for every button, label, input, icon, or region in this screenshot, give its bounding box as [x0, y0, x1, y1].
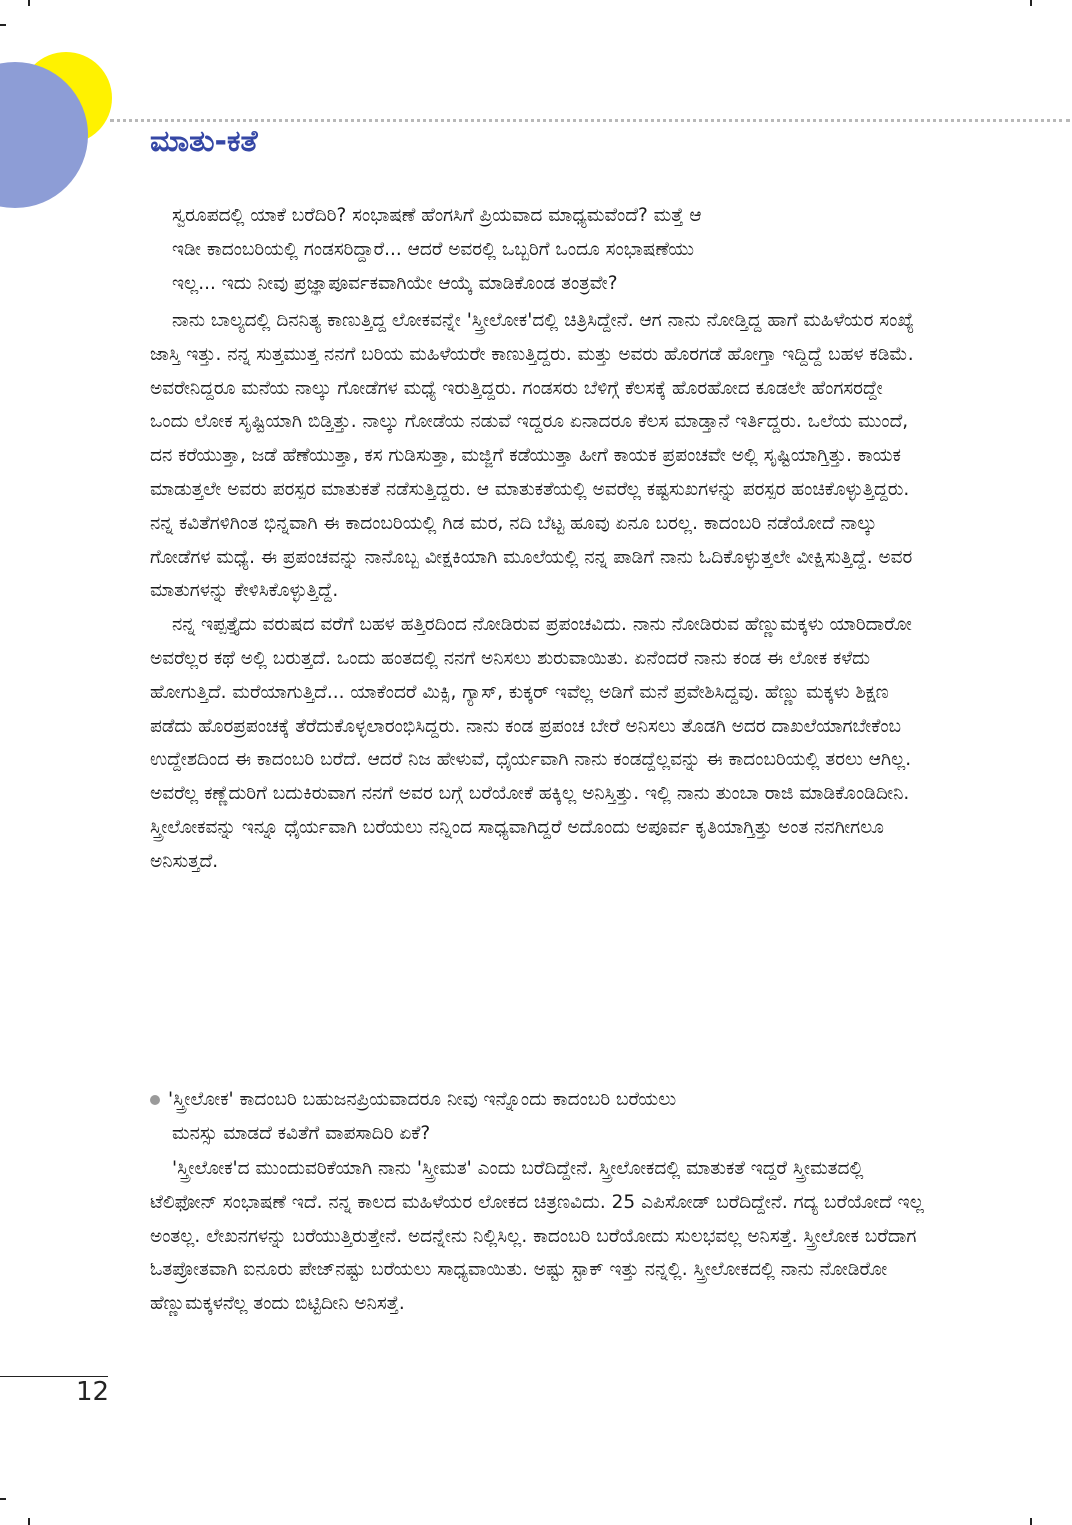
crop-mark-bottom-right	[1030, 1518, 1032, 1525]
answer-paragraph	[150, 304, 925, 879]
question-line: ಇಲ್ಲ... ಇದು ನೀವು ಪ್ರಜ್ಞಾಪೂರ್ವಕವಾಗಿಯೇ ಆಯ್ಕೆ ಮಾಡಿಕೊಂಡ ತಂತ್ರವೇ?	[172, 272, 618, 294]
question-line: ಇಡೀ ಕಾದಂಬರಿಯಲ್ಲಿ ಗಂಡಸರಿದ್ದಾರೆ... ಆದರೆ ಅವರಲ್ಲಿ ಒಬ್ಬರಿಗೆ ಒಂದೂ ಸಂಭಾಷಣೆಯು	[172, 238, 695, 260]
question-line: ಸ್ವರೂಪದಲ್ಲಿ ಯಾಕೆ ಬರೆದಿರಿ? ಸಂಭಾಷಣೆ ಹೆಂಗಸಿಗೆ ಪ್ರಿಯವಾದ ಮಾಧ್ಯಮವೆಂದೆ? ಮತ್ತೆ ಆ	[172, 205, 702, 226]
crop-mark-bottom-left	[28, 1518, 30, 1525]
question-2-line-1: 'ಸ್ತ್ರೀಲೋಕ' ಕಾದಂಬರಿ ಬಹುಜನಪ್ರಿಯವಾದರೂ ನೀವು ಇನ್ನೊಂದು ಕಾದಂಬರಿ ಬರೆಯಲು	[168, 1089, 677, 1110]
question-2-line-2: ಮನಸ್ಸು ಮಾಡದೆ ಕವಿತೆಗೆ ವಾಪಸಾದಿರಿ ಏಕೆ?	[172, 1122, 431, 1144]
question-line	[150, 1083, 925, 1117]
section-title: ಮಾತು-ಕತೆ	[150, 124, 258, 159]
crop-mark-top-right	[1030, 0, 1032, 6]
crop-mark-left-upper	[0, 24, 6, 26]
question-2	[150, 1083, 925, 1151]
answer-paragraph-3: 'ಸ್ತ್ರೀಲೋಕ'ದ ಮುಂದುವರಿಕೆಯಾಗಿ ನಾನು 'ಸ್ತ್ರೀಮತ' ಎಂದು ಬರೆದಿದ್ದೇನೆ. ಸ್ತ್ರೀಲೋಕದಲ್ಲಿ ಮಾತುಕತೆ ಇದ್ದರೆ ಸ್ತ್ರೀಮತದಲ್ಲಿ ಟೆಲಿಫೋನ್ ಸಂಭಾಷಣೆ ಇದೆ. ನನ್ನ ಕಾಲದ ಮಹಿಳೆಯರ ಲೋಕದ ಚಿತ್ರಣವಿದು. 25 ಎಪಿಸೋಡ್ ಬರೆದಿದ್ದೇನೆ. ಗದ್ಯ ಬರೆಯೋದೆ ಇಲ್ಲ ಅಂತಲ್ಲ. ಲೇಖನಗಳನ್ನು ಬರೆಯುತ್ತಿರುತ್ತೇನೆ. ಅದನ್ನೇನು ನಿಲ್ಲಿಸಿಲ್ಲ. ಕಾದಂಬರಿ ಬರೆಯೋದು ಸುಲಭವಲ್ಲ ಅನಿಸತ್ತೆ. ಸ್ತ್ರೀಲೋಕ ಬರೆದಾಗ ಓತಪ್ರೋತವಾಗಿ ಐನೂರು ಪೇಜ್‌ನಷ್ಟು ಬರೆಯಲು ಸಾಧ್ಯವಾಯಿತು. ಅಷ್ಟು ಸ್ಟಾಕ್ ಇತ್ತು ನನ್ನಲ್ಲಿ. ಸ್ತ್ರೀಲೋಕದಲ್ಲಿ ನಾನು ನೋಡಿರೋ ಹೆಣ್ಣುಮಕ್ಕಳನೆಲ್ಲ ತಂದು ಬಿಟ್ಟಿದೀನಿ ಅನಿಸತ್ತೆ.	[150, 1158, 924, 1315]
crop-mark-top-left	[28, 0, 30, 6]
dotted-header-rule	[110, 119, 1070, 122]
answer-paragraph-2: ನನ್ನ ಇಪ್ಪತ್ತೈದು ವರುಷದ ವರೆಗೆ ಬಹಳ ಹತ್ತಿರದಿಂದ ನೋಡಿರುವ ಪ್ರಪಂಚವಿದು. ನಾನು ನೋಡಿರುವ ಹೆಣ್ಣುಮಕ್ಕಳು ಯಾರಿದಾರೋ ಅವರೆಲ್ಲರ ಕಥೆ ಅಲ್ಲಿ ಬರುತ್ತದೆ. ಒಂದು ಹಂತದಲ್ಲಿ ನನಗೆ ಅನಿಸಲು ಶುರುವಾಯಿತು. ಏನೆಂದರೆ ನಾನು ಕಂಡ ಈ ಲೋಕ ಕಳೆದು ಹೋಗುತ್ತಿದೆ. ಮರೆಯಾಗುತ್ತಿದೆ... ಯಾಕೆಂದರೆ ಮಿಕ್ಸಿ, ಗ್ಯಾಸ್, ಕುಕ್ಕರ್ ಇವೆಲ್ಲ ಅಡಿಗೆ ಮನೆ ಪ್ರವೇಶಿಸಿದ್ದವು. ಹೆಣ್ಣು ಮಕ್ಕಳು ಶಿಕ್ಷಣ ಪಡೆದು ಹೊರಪ್ರಪಂಚಕ್ಕೆ ತೆರೆದುಕೊಳ್ಳಲಾರಂಭಿಸಿದ್ದರು. ನಾನು ಕಂಡ ಪ್ರಪಂಚ ಬೇರೆ ಅನಿಸಲು ತೊಡಗಿ ಅದರ ದಾಖಲೆಯಾಗಬೇಕೆಂಬ ಉದ್ದೇಶದಿಂದ ಈ ಕಾದಂಬರಿ ಬರೆದೆ. ಆದರೆ ನಿಜ ಹೇಳುವೆ, ಧೈರ್ಯವಾಗಿ ನಾನು ಕಂಡದ್ದೆಲ್ಲವನ್ನು ಈ ಕಾದಂಬರಿಯಲ್ಲಿ ತರಲು ಆಗಿಲ್ಲ. ಅವರೆಲ್ಲ ಕಣ್ಣೆದುರಿಗೆ ಬದುಕಿರುವಾಗ ನನಗೆ ಅವರ ಬಗ್ಗೆ ಬರೆಯೋಕೆ ಹಕ್ಕಿಲ್ಲ ಅನಿಸ್ತಿತ್ತು. ಇಲ್ಲಿ ನಾನು ತುಂಬಾ ರಾಜಿ ಮಾಡಿಕೊಂಡಿದೀನಿ. ಸ್ತ್ರೀಲೋಕವನ್ನು ಇನ್ನೂ ಧೈರ್ಯವಾಗಿ ಬರೆಯಲು ನನ್ನಿಂದ ಸಾಧ್ಯವಾಗಿದ್ದರೆ ಅದೊಂದು ಅಪೂರ್ವ ಕೃತಿಯಾಗ್ತಿತ್ತು ಅಂತ ನನಗೀಗಲೂ ಅನಿಸುತ್ತದೆ.	[150, 614, 912, 872]
intro-question	[150, 199, 925, 300]
crop-mark-left-lower	[0, 1498, 6, 1500]
answer-paragraph-1: ನಾನು ಬಾಲ್ಯದಲ್ಲಿ ದಿನನಿತ್ಯ ಕಾಣುತ್ತಿದ್ದ ಲೋಕವನ್ನೇ 'ಸ್ತ್ರೀಲೋಕ'ದಲ್ಲಿ ಚಿತ್ರಿಸಿದ್ದೇನೆ. ಆಗ ನಾನು ನೋಡ್ತಿದ್ದ ಹಾಗೆ ಮಹಿಳೆಯರ ಸಂಖ್ಯೆ ಜಾಸ್ತಿ ಇತ್ತು. ನನ್ನ ಸುತ್ತಮುತ್ತ ನನಗೆ ಬರಿಯ ಮಹಿಳೆಯರೇ ಕಾಣುತ್ತಿದ್ದರು. ಮತ್ತು ಅವರು ಹೊರಗಡೆ ಹೋಗ್ತಾ ಇದ್ದಿದ್ದೆ ಬಹಳ ಕಡಿಮೆ. ಅವರೇನಿದ್ದರೂ ಮನೆಯ ನಾಲ್ಕು ಗೋಡೆಗಳ ಮಧ್ಯೆ ಇರುತ್ತಿದ್ದರು. ಗಂಡಸರು ಬೆಳಿಗ್ಗೆ ಕೆಲಸಕ್ಕೆ ಹೊರಹೋದ ಕೂಡಲೇ ಹೆಂಗಸರದ್ದೇ ಒಂದು ಲೋಕ ಸೃಷ್ಟಿಯಾಗಿ ಬಿಡ್ತಿತ್ತು. ನಾಲ್ಕು ಗೋಡೆಯ ನಡುವೆ ಇದ್ದರೂ ಏನಾದರೂ ಕೆಲಸ ಮಾಡ್ತಾನೆ ಇರ್ತಿದ್ದರು. ಒಲೆಯ ಮುಂದೆ, ದನ ಕರೆಯುತ್ತಾ, ಜಡೆ ಹೆಣೆಯುತ್ತಾ, ಕಸ ಗುಡಿಸುತ್ತಾ, ಮಜ್ಜಿಗೆ ಕಡೆಯುತ್ತಾ ಹೀಗೆ ಕಾಯಕ ಪ್ರಪಂಚವೇ ಅಲ್ಲಿ ಸೃಷ್ಟಿಯಾಗ್ತಿತ್ತು. ಕಾಯಕ ಮಾಡುತ್ತಲೇ ಅವರು ಪರಸ್ಪರ ಮಾತುಕತೆ ನಡೆಸುತ್ತಿದ್ದರು. ಆ ಮಾತುಕತೆಯಲ್ಲಿ ಅವರೆಲ್ಲ ಕಷ್ಟಸುಖಗಳನ್ನು ಪರಸ್ಪರ ಹಂಚಿಕೊಳ್ಳುತ್ತಿದ್ದರು. ನನ್ನ ಕವಿತೆಗಳಿಗಿಂತ ಭಿನ್ನವಾಗಿ ಈ ಕಾದಂಬರಿಯಲ್ಲಿ ಗಿಡ ಮರ, ನದಿ ಬೆಟ್ಟ ಹೂವು ಏನೂ ಬರಲ್ಲ. ಕಾದಂಬರಿ ನಡೆಯೋದೆ ನಾಲ್ಕು ಗೋಡೆಗಳ ಮಧ್ಯೆ. ಈ ಪ್ರಪಂಚವನ್ನು ನಾನೊಬ್ಬ ವೀಕ್ಷಕಿಯಾಗಿ ಮೂಲೆಯಲ್ಲಿ ನನ್ನ ಪಾಡಿಗೆ ನಾನು ಓದಿಕೊಳ್ಳುತ್ತಲೇ ವೀಕ್ಷಿಸುತ್ತಿದ್ದೆ. ಅವರ ಮಾತುಗಳನ್ನು ಕೇಳಿಸಿಕೊಳ್ಳುತ್ತಿದ್ದೆ.	[150, 310, 915, 602]
bullet-icon	[150, 1095, 160, 1105]
answer-paragraph	[150, 1152, 925, 1321]
page-number: 12	[76, 1377, 110, 1407]
